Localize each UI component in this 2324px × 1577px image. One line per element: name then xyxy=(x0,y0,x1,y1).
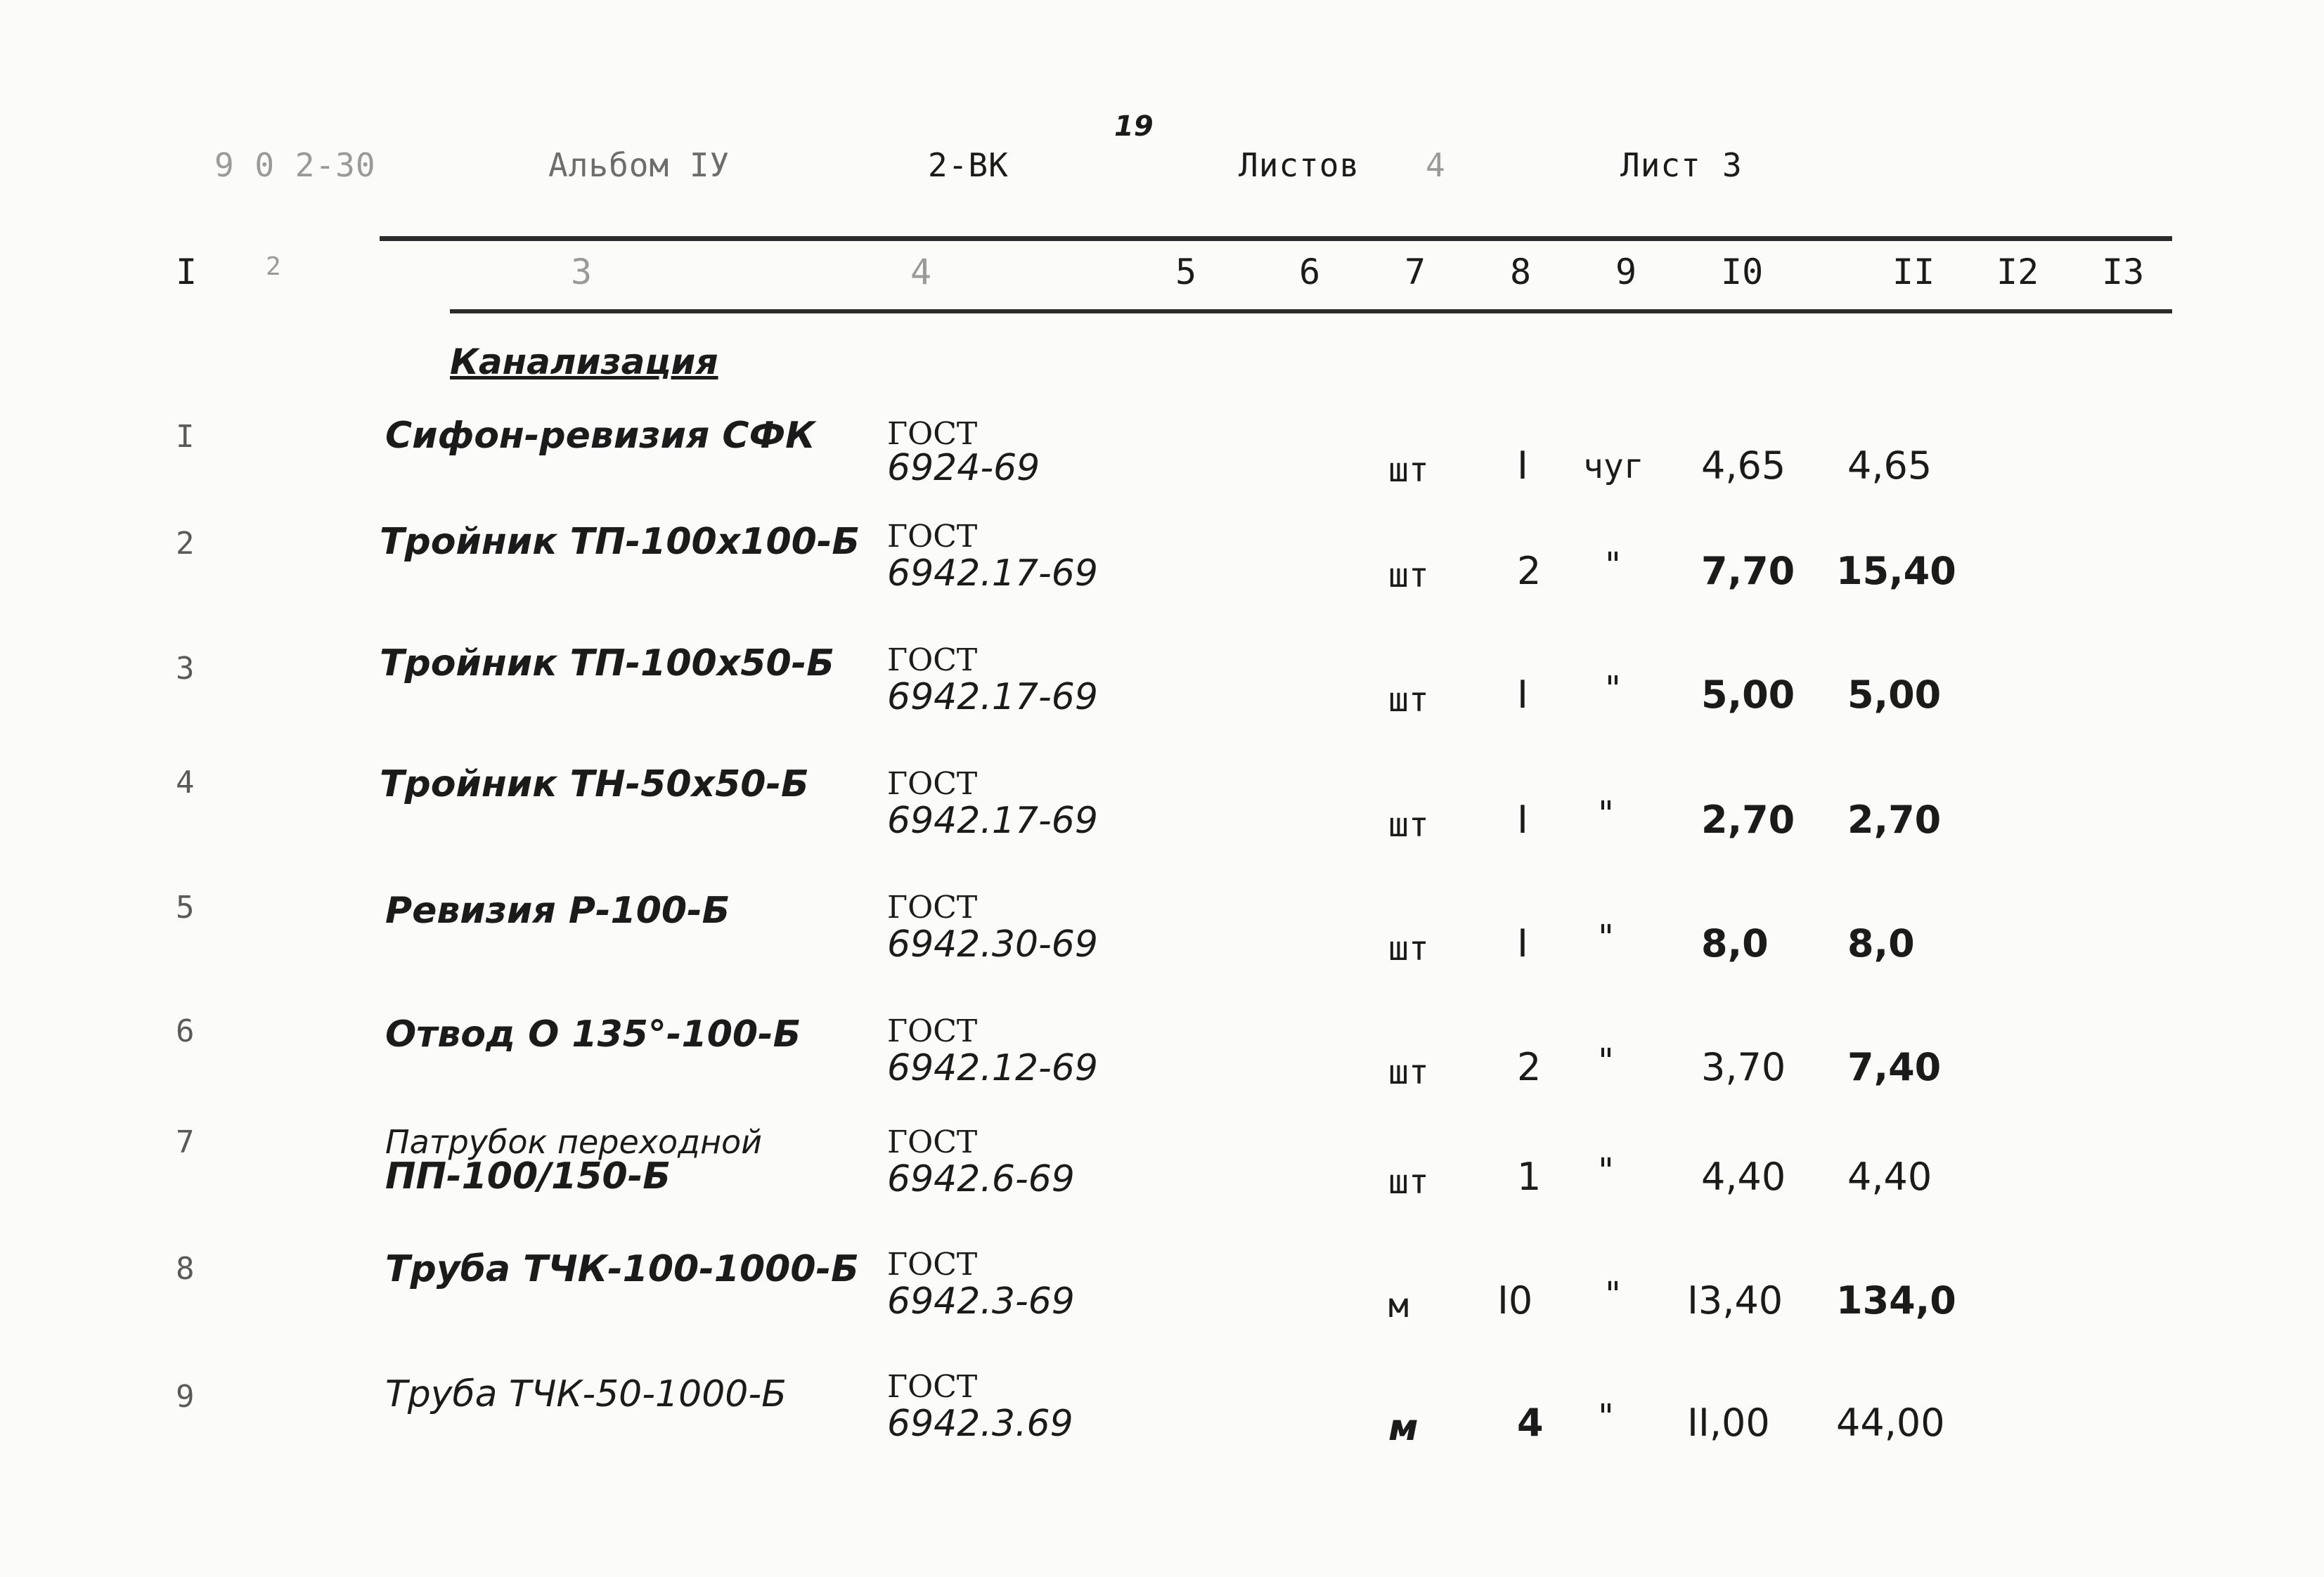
total-price: 134,0 xyxy=(1836,1278,1956,1323)
quantity: 2 xyxy=(1517,1045,1542,1089)
row-number: 3 xyxy=(176,651,195,687)
standard-label: ГОСТ xyxy=(887,766,978,802)
row-number: 5 xyxy=(176,890,195,926)
row-number: 4 xyxy=(176,765,195,800)
material: " xyxy=(1596,1151,1616,1190)
unit-price: 4,40 xyxy=(1701,1155,1786,1199)
header-bottom-rule xyxy=(450,309,2172,313)
total-price: 44,00 xyxy=(1836,1401,1945,1445)
material: " xyxy=(1603,545,1623,585)
quantity: I xyxy=(1517,798,1528,842)
standard-label: ГОСТ xyxy=(887,642,978,678)
unit: м xyxy=(1388,1407,1419,1449)
row-number: I xyxy=(176,419,195,455)
standard-label: ГОСТ xyxy=(887,890,978,926)
item-name: Тройник ТН-50х50-Б xyxy=(380,763,809,805)
column-number: I xyxy=(176,252,198,292)
standard-number: 6942.6-69 xyxy=(887,1158,1075,1200)
item-name: Тройник ТП-100х100-Б xyxy=(380,521,860,563)
quantity: I xyxy=(1517,673,1528,717)
standard-number: 6942.3.69 xyxy=(887,1403,1073,1445)
total-price: 4,40 xyxy=(1847,1155,1932,1199)
total-price: 5,00 xyxy=(1847,673,1942,717)
column-number: I3 xyxy=(2102,252,2145,292)
standard-label: ГОСТ xyxy=(887,519,978,554)
item-name: Тройник ТП-100х50-Б xyxy=(380,642,834,684)
row-number: 9 xyxy=(176,1379,195,1415)
header-top-rule xyxy=(380,236,2172,241)
total-price: 15,40 xyxy=(1836,549,1956,593)
album-label: Альбом IУ xyxy=(548,146,730,184)
standard-number: 6942.17-69 xyxy=(887,552,1098,595)
total-price: 7,40 xyxy=(1847,1045,1942,1089)
unit-price: 2,70 xyxy=(1701,798,1795,842)
unit: м xyxy=(1388,1286,1409,1325)
document-code: 9 0 2-30 xyxy=(214,146,376,184)
material: " xyxy=(1596,794,1616,833)
material: " xyxy=(1603,669,1623,708)
standard-label: ГОСТ xyxy=(887,416,978,452)
material: " xyxy=(1596,918,1616,957)
unit: шт xyxy=(1388,680,1429,720)
standard-label: ГОСТ xyxy=(887,1369,978,1405)
standard-label: ГОСТ xyxy=(887,1247,978,1283)
standard-number: 6942.3-69 xyxy=(887,1280,1075,1323)
material: " xyxy=(1596,1041,1616,1081)
item-name-line2: ПП-100/150-Б xyxy=(385,1155,671,1198)
item-name: Труба ТЧК-50-1000-Б xyxy=(385,1373,787,1415)
total-price: 2,70 xyxy=(1847,798,1942,842)
item-name: Сифон-ревизия СФК xyxy=(385,415,815,457)
standard-number: 6942.12-69 xyxy=(887,1047,1098,1089)
quantity: 1 xyxy=(1517,1155,1542,1199)
material: " xyxy=(1603,1275,1623,1314)
material: чуг xyxy=(1583,447,1644,486)
column-number: 3 xyxy=(571,252,593,292)
sheet-number: 3 xyxy=(1722,146,1743,184)
quantity: I xyxy=(1517,921,1528,966)
quantity: 2 xyxy=(1517,549,1542,593)
section-title: Канализация xyxy=(450,342,718,382)
total-price: 8,0 xyxy=(1847,921,1915,966)
unit: шт xyxy=(1388,1162,1429,1202)
unit-price: II,00 xyxy=(1687,1401,1770,1445)
row-number: 7 xyxy=(176,1124,195,1160)
standard-number: 6924-69 xyxy=(887,447,1040,489)
unit-price: 5,00 xyxy=(1701,673,1795,717)
column-number: II xyxy=(1892,252,1935,292)
column-number: 5 xyxy=(1175,252,1197,292)
column-number: I2 xyxy=(1996,252,2039,292)
column-number: 8 xyxy=(1510,252,1532,292)
item-name: Ревизия Р-100-Б xyxy=(385,890,730,932)
quantity: 4 xyxy=(1517,1401,1544,1445)
row-number: 2 xyxy=(176,526,195,562)
sheet-label: Лист xyxy=(1620,146,1701,184)
material: " xyxy=(1596,1397,1616,1436)
unit: шт xyxy=(1388,929,1429,968)
unit: шт xyxy=(1388,1053,1429,1092)
column-number: 6 xyxy=(1299,252,1321,292)
total-price: 4,65 xyxy=(1847,443,1932,488)
standard-label: ГОСТ xyxy=(887,1013,978,1049)
unit: шт xyxy=(1388,450,1429,490)
sheets-label: Листов xyxy=(1239,146,1360,184)
sheets-count: 4 xyxy=(1426,146,1446,184)
unit-price: 4,65 xyxy=(1701,443,1786,488)
column-number: 2 xyxy=(266,252,281,281)
column-number: 9 xyxy=(1615,252,1637,292)
standard-number: 6942.17-69 xyxy=(887,800,1098,842)
row-number: 6 xyxy=(176,1013,195,1049)
item-name: Патрубок переходной xyxy=(385,1123,763,1161)
column-number: I0 xyxy=(1721,252,1764,292)
unit: шт xyxy=(1388,556,1429,595)
project-code: 2-ВК xyxy=(928,146,1009,184)
unit-price: 8,0 xyxy=(1701,921,1769,966)
column-number: 4 xyxy=(910,252,932,292)
row-number: 8 xyxy=(176,1251,195,1287)
unit-price: 3,70 xyxy=(1701,1045,1786,1089)
quantity: I xyxy=(1517,443,1528,488)
standard-number: 6942.30-69 xyxy=(887,923,1098,966)
standard-number: 6942.17-69 xyxy=(887,676,1098,718)
column-number: 7 xyxy=(1405,252,1426,292)
unit-price: 7,70 xyxy=(1701,549,1795,593)
item-name: Отвод О 135°-100-Б xyxy=(385,1013,801,1056)
standard-label: ГОСТ xyxy=(887,1124,978,1160)
item-name: Труба ТЧК-100-1000-Б xyxy=(385,1248,859,1290)
page-mark: 19 xyxy=(1114,110,1154,143)
unit-price: I3,40 xyxy=(1687,1278,1783,1323)
quantity: I0 xyxy=(1497,1278,1533,1323)
unit: шт xyxy=(1388,805,1429,845)
